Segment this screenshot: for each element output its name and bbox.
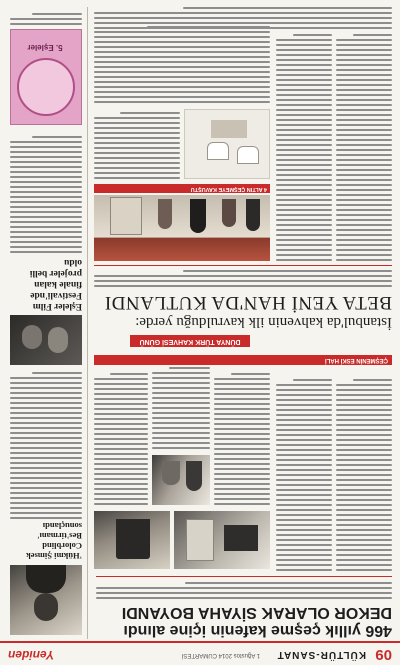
bottom-story-column-3 [94, 109, 180, 179]
headline-line-2: DEKOR OLARAK SİYAHA BOYANDI [121, 604, 392, 621]
top-story-column-4 [94, 370, 148, 505]
fountain-caption: ÇEŞMENİN ESKİ HALİ [324, 357, 388, 363]
coffee-event-photo [94, 195, 270, 261]
coffee-cups-photo [184, 109, 270, 179]
headline-line-1: 466 yıllık çeşme kafenin içine alındı [123, 622, 392, 639]
section-label: KÜLTÜR-SANAT [276, 649, 366, 660]
coffee-day-tag [130, 335, 250, 347]
sidebar-story-3-body [10, 10, 82, 25]
bottom-headline-line-2: BETA YENİ HAN'DA KUTLANDI [104, 292, 392, 313]
sidebar-story-1-body [10, 369, 82, 519]
fountain-photo [94, 511, 170, 569]
sidebar-portrait-photo [10, 565, 82, 635]
fountain-caption-bar [94, 355, 392, 365]
brand-logo: Yeniden [8, 648, 55, 662]
top-story-deck [96, 579, 392, 599]
sidebar-headline-2: Eşleler Film Festivali'nde finale kalan projeler belli oldu [29, 257, 82, 311]
cafe-interior-photo [174, 511, 270, 569]
top-story-column-5 [152, 364, 210, 449]
top-story-column-1 [336, 376, 392, 571]
bottom-headline-line-1: İstanbul'da kahvenin ilk kavrulduğu yerde: [135, 314, 392, 330]
gold-fountain-caption: 4 ALTIN ÇEŞMEYE KAVUŞTU [190, 186, 267, 192]
coffee-day-tag-label: DÜNYA TÜRK KAHVESİ GÜNÜ [139, 338, 241, 345]
festival-badge-label: 5. Eşleler [27, 43, 63, 52]
top-story-headline [92, 603, 392, 639]
page-number: 09 [375, 646, 392, 663]
bottom-story-column-2 [276, 31, 332, 261]
bottom-story-column-5 [94, 4, 392, 29]
gold-fountain-caption-bar [94, 184, 270, 193]
issue-date: 1 Ağustos 2014 CUMARTESİ [181, 652, 260, 658]
top-story-column-2 [276, 376, 332, 571]
top-story-rule [96, 576, 392, 577]
bottom-story-rule [94, 265, 392, 266]
bottom-story-column-1 [336, 31, 392, 261]
sidebar-story-2-body [10, 133, 82, 253]
cafe-people-photo [152, 455, 210, 505]
top-story-column-3 [214, 370, 270, 505]
bottom-story-deck [94, 267, 392, 287]
festival-poster-badge [10, 29, 82, 125]
sidebar-headline-1: 'Hükmi Şimsek Colorblind Bes'tirmanı' sonuçlandı [26, 521, 82, 561]
sidebar-dark-photo [10, 315, 82, 365]
bottom-story-column-4 [94, 23, 270, 103]
masthead [0, 641, 400, 665]
bottom-story-headline [92, 291, 392, 331]
